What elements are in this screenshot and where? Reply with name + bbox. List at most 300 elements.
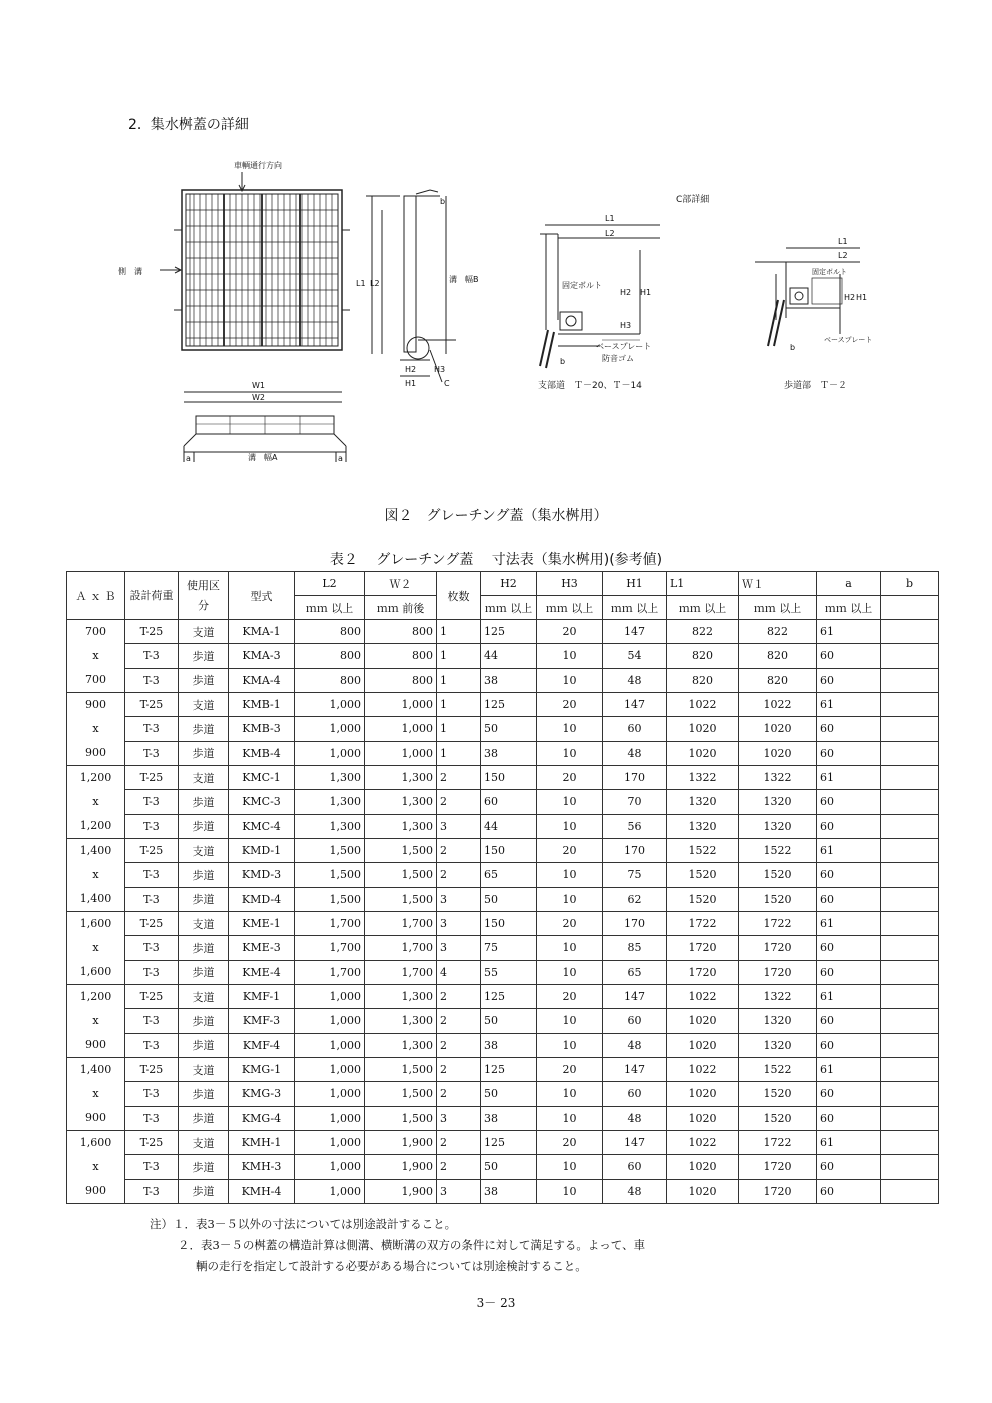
cell-usage: 歩道 (179, 936, 229, 960)
ditch-width-a-label: 溝 幅A (248, 453, 278, 462)
size-a: 1,400 (79, 1063, 112, 1076)
cell-count: 4 (437, 960, 481, 984)
cell-h2: 50 (481, 887, 537, 911)
cell-l1: 1322 (667, 766, 739, 790)
cell-usage: 歩道 (179, 644, 229, 668)
cell-model: KMF-3 (229, 1009, 295, 1033)
table-row (67, 1131, 939, 1155)
cell-load: T-3 (125, 1082, 179, 1106)
cell-h1: 85 (603, 936, 667, 960)
size-b: 1,600 (79, 965, 112, 978)
cell-l1: 1720 (667, 936, 739, 960)
size-cell (67, 1058, 125, 1131)
cell-usage: 歩道 (179, 1009, 229, 1033)
cell-b (881, 912, 939, 936)
cell-w1: 1522 (739, 839, 817, 863)
cell-l2: 1,000 (295, 1009, 365, 1033)
size-b: 900 (85, 746, 106, 759)
cell-count: 2 (437, 863, 481, 887)
cell-usage: 歩道 (179, 1106, 229, 1130)
cell-h2: 38 (481, 1179, 537, 1203)
cell-w2: 1,000 (365, 717, 437, 741)
cell-h1: 48 (603, 1179, 667, 1203)
cell-count: 3 (437, 814, 481, 838)
cell-w2: 1,700 (365, 936, 437, 960)
cell-model: KME-4 (229, 960, 295, 984)
cell-model: KMB-1 (229, 693, 295, 717)
cell-load: T-3 (125, 887, 179, 911)
cell-b (881, 644, 939, 668)
cell-l1: 822 (667, 620, 739, 644)
cell-a: 60 (817, 936, 881, 960)
cell-w1: 1520 (739, 1106, 817, 1130)
cell-h2: 125 (481, 985, 537, 1009)
cell-count: 3 (437, 1106, 481, 1130)
cell-h3: 10 (537, 668, 603, 692)
cell-h3: 20 (537, 620, 603, 644)
cell-b (881, 766, 939, 790)
cell-l1: 1520 (667, 887, 739, 911)
cell-w1: 1320 (739, 790, 817, 814)
cell-l1: 1320 (667, 790, 739, 814)
cell-usage: 支道 (179, 985, 229, 1009)
size-b: 900 (85, 1184, 106, 1197)
size-b: 1,200 (79, 819, 112, 832)
cell-l1: 1320 (667, 814, 739, 838)
table-row (67, 1033, 939, 1057)
cell-h3: 10 (537, 1082, 603, 1106)
cell-h1: 170 (603, 839, 667, 863)
cell-b (881, 668, 939, 692)
cell-usage: 歩道 (179, 1155, 229, 1179)
cell-a: 60 (817, 863, 881, 887)
cell-h2: 38 (481, 741, 537, 765)
header-h2: H2 (481, 572, 537, 596)
walk-h1-label: H1 (856, 293, 868, 302)
unit-h3: ｍｍ 以上 (537, 596, 603, 620)
cell-h3: 20 (537, 1131, 603, 1155)
cell-load: T-3 (125, 1155, 179, 1179)
cell-l1: 1022 (667, 1058, 739, 1082)
cell-a: 60 (817, 1155, 881, 1179)
cell-usage: 歩道 (179, 790, 229, 814)
unit-b (881, 596, 939, 620)
unit-a: ｍｍ 以上 (817, 596, 881, 620)
cell-l1: 820 (667, 644, 739, 668)
a-right-label: a (338, 454, 343, 463)
cell-h3: 10 (537, 790, 603, 814)
cell-count: 3 (437, 1179, 481, 1203)
cell-w2: 1,900 (365, 1155, 437, 1179)
header-h3: H3 (537, 572, 603, 596)
cell-l1: 1022 (667, 985, 739, 1009)
cell-h1: 60 (603, 1009, 667, 1033)
table-row (67, 839, 939, 863)
size-cell (67, 985, 125, 1058)
cell-h1: 60 (603, 717, 667, 741)
cell-load: T-25 (125, 693, 179, 717)
cell-count: 2 (437, 1131, 481, 1155)
cell-b (881, 1179, 939, 1203)
walk-l2-label: L2 (838, 251, 848, 260)
unit-h2: ｍｍ 以上 (481, 596, 537, 620)
cell-l2: 1,000 (295, 1033, 365, 1057)
cell-l1: 1020 (667, 1179, 739, 1203)
cell-w2: 1,300 (365, 766, 437, 790)
cell-l2: 1,500 (295, 839, 365, 863)
size-a: 1,400 (79, 844, 112, 857)
cell-l1: 1522 (667, 839, 739, 863)
cell-h1: 170 (603, 766, 667, 790)
cell-usage: 歩道 (179, 887, 229, 911)
table-row (67, 717, 939, 741)
dimension-table (66, 571, 939, 1204)
cell-model: KMD-1 (229, 839, 295, 863)
elevation-view (184, 392, 346, 462)
cell-w1: 1520 (739, 863, 817, 887)
cell-h2: 38 (481, 668, 537, 692)
size-cell (67, 1131, 125, 1204)
cell-h2: 44 (481, 644, 537, 668)
fixing-bolt-label: 固定ボルト (562, 281, 602, 290)
cell-count: 3 (437, 887, 481, 911)
cell-model: KMG-1 (229, 1058, 295, 1082)
cell-l1: 1022 (667, 693, 739, 717)
table-row (67, 1082, 939, 1106)
cell-count: 2 (437, 1009, 481, 1033)
cell-h1: 75 (603, 863, 667, 887)
table-caption: 表２ グレーチング蓋 寸法表（集水桝用)(参考値) (329, 552, 663, 568)
cell-count: 3 (437, 936, 481, 960)
cell-w1: 1022 (739, 693, 817, 717)
cell-h2: 125 (481, 1131, 537, 1155)
cell-l2: 1,000 (295, 693, 365, 717)
cell-b (881, 1155, 939, 1179)
cell-h1: 48 (603, 1106, 667, 1130)
cell-model: KMA-3 (229, 644, 295, 668)
cell-l1: 1020 (667, 1009, 739, 1033)
cell-b (881, 1033, 939, 1057)
cell-count: 3 (437, 912, 481, 936)
cell-b (881, 1009, 939, 1033)
cell-w1: 1320 (739, 814, 817, 838)
cell-b (881, 936, 939, 960)
c-detail-title: C部詳細 (676, 195, 710, 205)
cell-l1: 1720 (667, 960, 739, 984)
cell-l2: 1,000 (295, 1082, 365, 1106)
table-row (67, 693, 939, 717)
cell-w1: 1720 (739, 1155, 817, 1179)
w1-label: W1 (252, 381, 265, 390)
h3-label: H3 (434, 365, 446, 374)
cell-w1: 1722 (739, 1131, 817, 1155)
cell-b (881, 790, 939, 814)
cell-model: KMB-4 (229, 741, 295, 765)
cell-usage: 支道 (179, 766, 229, 790)
cell-l2: 1,000 (295, 1058, 365, 1082)
cell-h3: 10 (537, 863, 603, 887)
size-x: x (92, 795, 99, 808)
cell-h2: 44 (481, 814, 537, 838)
cell-w1: 1720 (739, 936, 817, 960)
cell-l1: 1020 (667, 1082, 739, 1106)
size-cell (67, 620, 125, 693)
cell-usage: 支道 (179, 620, 229, 644)
cell-b (881, 717, 939, 741)
cell-a: 61 (817, 912, 881, 936)
cell-l1: 820 (667, 668, 739, 692)
size-x: x (92, 1087, 99, 1100)
cell-a: 61 (817, 620, 881, 644)
cell-w2: 1,500 (365, 1058, 437, 1082)
cell-b (881, 839, 939, 863)
cell-l1: 1020 (667, 1106, 739, 1130)
cell-usage: 支道 (179, 839, 229, 863)
cell-l2: 1,700 (295, 912, 365, 936)
cell-count: 2 (437, 1058, 481, 1082)
cell-usage: 歩道 (179, 814, 229, 838)
cell-b (881, 620, 939, 644)
cell-l1: 1020 (667, 741, 739, 765)
cell-load: T-3 (125, 717, 179, 741)
note-3: 輌の走行を指定して設計する必要がある場合については別途検討すること。 (196, 1259, 587, 1273)
cell-a: 61 (817, 985, 881, 1009)
cell-w1: 1020 (739, 717, 817, 741)
cell-h1: 60 (603, 1155, 667, 1179)
cell-h3: 10 (537, 1155, 603, 1179)
cell-l2: 1,300 (295, 814, 365, 838)
cell-usage: 歩道 (179, 960, 229, 984)
plan-view (160, 172, 350, 350)
cell-h1: 56 (603, 814, 667, 838)
cell-b (881, 985, 939, 1009)
table-row (67, 863, 939, 887)
cell-w2: 1,500 (365, 863, 437, 887)
cell-h2: 65 (481, 863, 537, 887)
figure-caption: 図２ グレーチング蓋（集水桝用） (384, 508, 608, 524)
cell-h1: 147 (603, 1131, 667, 1155)
cell-h3: 20 (537, 693, 603, 717)
table-row (67, 912, 939, 936)
cell-l2: 1,700 (295, 936, 365, 960)
size-a: 900 (85, 698, 106, 711)
cell-w1: 1722 (739, 912, 817, 936)
cell-l2: 800 (295, 644, 365, 668)
cell-w1: 1520 (739, 887, 817, 911)
cell-w1: 1520 (739, 1082, 817, 1106)
cell-a: 61 (817, 839, 881, 863)
size-a: 1,200 (79, 771, 112, 784)
cell-h1: 48 (603, 1033, 667, 1057)
cell-h2: 50 (481, 717, 537, 741)
cell-count: 2 (437, 985, 481, 1009)
cell-load: T-25 (125, 912, 179, 936)
cell-a: 60 (817, 668, 881, 692)
cell-h1: 147 (603, 985, 667, 1009)
cell-l2: 1,500 (295, 887, 365, 911)
cell-load: T-3 (125, 668, 179, 692)
cell-h2: 38 (481, 1033, 537, 1057)
cell-usage: 歩道 (179, 717, 229, 741)
cell-w1: 1320 (739, 1009, 817, 1033)
cell-model: KMH-4 (229, 1179, 295, 1203)
cell-load: T-3 (125, 1179, 179, 1203)
cell-model: KMH-1 (229, 1131, 295, 1155)
table-row (67, 644, 939, 668)
header-w1: Ｗ１ (739, 572, 817, 596)
cell-usage: 歩道 (179, 863, 229, 887)
header-usage: 使用区分 (179, 572, 229, 620)
cell-a: 61 (817, 1131, 881, 1155)
cell-model: KMD-3 (229, 863, 295, 887)
detail-l1-label: L1 (605, 214, 615, 223)
cell-model: KMC-3 (229, 790, 295, 814)
cell-l1: 1022 (667, 1131, 739, 1155)
cell-h3: 20 (537, 766, 603, 790)
cell-h2: 125 (481, 693, 537, 717)
cell-h2: 150 (481, 766, 537, 790)
cell-count: 1 (437, 644, 481, 668)
size-a: 1,600 (79, 1136, 112, 1149)
cell-w1: 1720 (739, 1179, 817, 1203)
cell-h1: 65 (603, 960, 667, 984)
unit-h1: ｍｍ 以上 (603, 596, 667, 620)
cell-h3: 20 (537, 839, 603, 863)
cell-w2: 1,000 (365, 741, 437, 765)
cell-model: KMA-4 (229, 668, 295, 692)
cell-w1: 1020 (739, 741, 817, 765)
rubber-label: 防音ゴム (602, 354, 634, 363)
cell-load: T-3 (125, 741, 179, 765)
cell-count: 1 (437, 620, 481, 644)
cell-h3: 20 (537, 985, 603, 1009)
ditch-b-label: 溝 幅B (449, 275, 479, 284)
cell-load: T-3 (125, 814, 179, 838)
cell-w2: 1,500 (365, 887, 437, 911)
table-row (67, 1155, 939, 1179)
cell-h1: 170 (603, 912, 667, 936)
header-a: a (817, 572, 881, 596)
cell-w2: 800 (365, 668, 437, 692)
cell-l2: 1,000 (295, 741, 365, 765)
cell-h2: 55 (481, 960, 537, 984)
cell-w2: 1,900 (365, 1131, 437, 1155)
cell-w2: 1,300 (365, 814, 437, 838)
table-body (67, 620, 939, 1204)
cell-load: T-3 (125, 1106, 179, 1130)
header-load: 設計荷重 (125, 572, 179, 620)
unit-l2: ｍｍ 以上 (295, 596, 365, 620)
cell-l2: 1,700 (295, 960, 365, 984)
side-ditch-label: 側 溝 (118, 267, 142, 276)
h1-label: H1 (405, 379, 417, 388)
direction-label: 車輌通行方向 (234, 161, 282, 170)
cell-h1: 147 (603, 620, 667, 644)
cell-load: T-3 (125, 936, 179, 960)
detail-h3-label: H3 (620, 321, 632, 330)
size-b: 700 (85, 673, 106, 686)
cell-h3: 10 (537, 887, 603, 911)
cell-usage: 支道 (179, 1131, 229, 1155)
cell-model: KMF-1 (229, 985, 295, 1009)
cell-a: 60 (817, 1009, 881, 1033)
grating-figure (100, 150, 920, 490)
cell-model: KMC-1 (229, 766, 295, 790)
cell-l2: 1,000 (295, 985, 365, 1009)
cell-l2: 800 (295, 668, 365, 692)
cell-model: KMD-4 (229, 887, 295, 911)
table-row (67, 1058, 939, 1082)
cell-w1: 1322 (739, 766, 817, 790)
b-label: b (440, 197, 446, 206)
cell-w2: 1,700 (365, 960, 437, 984)
cell-a: 60 (817, 1179, 881, 1203)
cell-load: T-3 (125, 644, 179, 668)
cell-a: 60 (817, 644, 881, 668)
cell-w1: 820 (739, 644, 817, 668)
cell-h3: 20 (537, 912, 603, 936)
cell-w1: 1320 (739, 1033, 817, 1057)
cell-w2: 800 (365, 644, 437, 668)
cell-usage: 歩道 (179, 741, 229, 765)
cell-h3: 20 (537, 1058, 603, 1082)
cell-usage: 歩道 (179, 668, 229, 692)
cell-h1: 60 (603, 1082, 667, 1106)
size-cell (67, 766, 125, 839)
cell-l2: 1,000 (295, 1131, 365, 1155)
cell-count: 1 (437, 741, 481, 765)
cell-usage: 歩道 (179, 1082, 229, 1106)
header-model: 型式 (229, 572, 295, 620)
cell-usage: 歩道 (179, 1179, 229, 1203)
header-l2: L2 (295, 572, 365, 596)
cell-usage: 支道 (179, 1058, 229, 1082)
table-row (67, 814, 939, 838)
cell-a: 60 (817, 741, 881, 765)
cell-a: 60 (817, 1033, 881, 1057)
cell-l2: 1,300 (295, 766, 365, 790)
cell-w1: 1522 (739, 1058, 817, 1082)
header-count: 枚数 (437, 572, 481, 620)
cell-w2: 1,300 (365, 1009, 437, 1033)
cell-load: T-3 (125, 790, 179, 814)
cell-l2: 1,000 (295, 1179, 365, 1203)
cell-h3: 10 (537, 741, 603, 765)
cell-model: KMG-4 (229, 1106, 295, 1130)
size-x: x (92, 1014, 99, 1027)
cell-l1: 1722 (667, 912, 739, 936)
cell-w2: 800 (365, 620, 437, 644)
cell-count: 1 (437, 668, 481, 692)
cell-h2: 38 (481, 1106, 537, 1130)
c-label: C (444, 379, 450, 388)
cell-count: 1 (437, 693, 481, 717)
size-b: 900 (85, 1038, 106, 1051)
cell-b (881, 1082, 939, 1106)
table-row (67, 741, 939, 765)
cell-model: KMB-3 (229, 717, 295, 741)
section-title: 2．集水桝蓋の詳細 (128, 117, 249, 133)
note-2: ２．表3－５の桝蓋の構造計算は側溝、横断溝の双方の条件に対して満足する。よって、車 (178, 1238, 646, 1252)
cell-l1: 1020 (667, 717, 739, 741)
cell-w2: 1,700 (365, 912, 437, 936)
cell-load: T-25 (125, 766, 179, 790)
walk-b-label: b (790, 343, 796, 352)
base-plate-label: ベースプレート (596, 342, 652, 351)
notes (150, 1214, 645, 1277)
cell-h1: 147 (603, 693, 667, 717)
size-a: 1,600 (79, 917, 112, 930)
